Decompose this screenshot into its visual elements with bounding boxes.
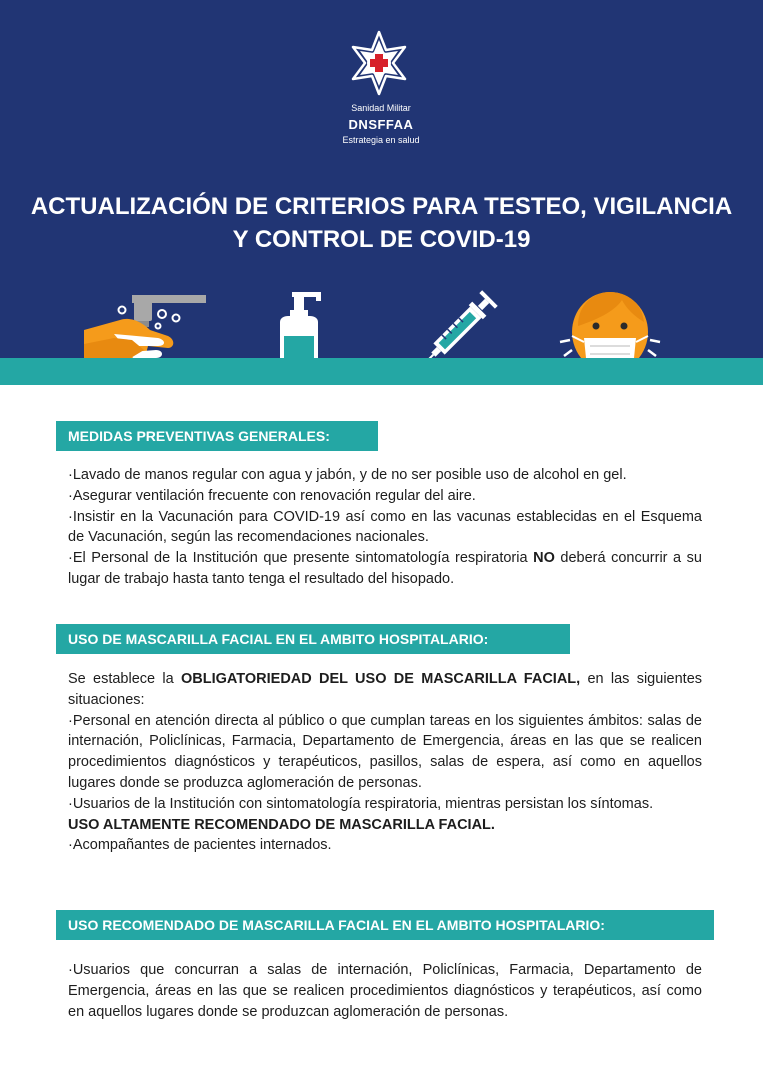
intro-paragraph: Se establece la OBLIGATORIEDAD DEL USO DE MASCARILLA FACIAL, en las siguientes situaciones: [68,671,703,708]
general-measures-list [68,465,702,590]
subheading-highly-recommended: USO ALTAMENTE RECOMENDADO DE MASCARILLA FACIAL. [68,816,495,833]
list-item: ·Insistir en la Vacunación para COVID-19 así como en las vacunas establecidas en el Esquema de Vacunación, según las recomendaciones nacionales. [68,508,702,546]
list-item: ·Lavado de manos regular con agua y jabón, y de no ser posible uso de alcohol en gel. [68,467,627,483]
org-tagline: Estrategia en salud [342,135,420,145]
medical-star-logo-icon [346,30,412,96]
section-heading-mandatory: USO DE MASCARILLA FACIAL EN EL AMBITO HOSPITALARIO: [56,624,570,654]
section-heading-general: MEDIDAS PREVENTIVAS GENERALES: [56,421,378,451]
list-item: ·Acompañantes de pacientes internados. [68,837,332,854]
list-item: ·Asegurar ventilación frecuente con renovación regular del aire. [68,487,476,504]
section-heading-recommended: USO RECOMENDADO DE MASCARILLA FACIAL EN EL AMBITO HOSPITALARIO: [56,910,714,940]
org-name: DNSFFAA [348,117,414,132]
org-subtitle: Sanidad Militar [351,103,411,113]
emphasis-no: NO [533,550,555,567]
list-item: ·El Personal de la Institución que presente sintomatología respiratoria NO deberá concurrir a su lugar de trabajo hasta tanto tenga el resultado del hisopado. [68,550,702,587]
mandatory-mask-list [68,669,702,856]
page-title: ACTUALIZACIÓN DE CRITERIOS PARA TESTEO, VIGILANCIA Y CONTROL DE COVID-19 [30,193,733,253]
teal-divider-band [0,358,763,385]
recommended-mask-list [68,960,702,1022]
emphasis-mandatory: OBLIGATORIEDAD DEL USO DE MASCARILLA FACIAL, [180,671,581,687]
list-item: ·Usuarios de la Institución con sintomatología respiratoria, mientras persistan los síntomas. [68,795,654,812]
list-item: ·Personal en atención directa al público o que cumplan tareas en los siguientes ámbitos: salas de internación, Policlínicas, Farmacia, Departamento de Emergencia, áreas en las que se realicen procedimientos diagnósticos y terapéuticos, pasillos, salas de espera, así como en aquellos lugares donde se produzca aglomeración de personas. [68,712,702,791]
header-banner [0,0,763,358]
list-item: ·Usuarios que concurran a salas de internación, Policlínicas, Farmacia, Departamento de Emergencia, áreas en las que se realicen procedimientos diagnósticos y terapéuticos, así como en aquellos lugares donde se produzcan aglomeración de personas. [68,962,702,1020]
